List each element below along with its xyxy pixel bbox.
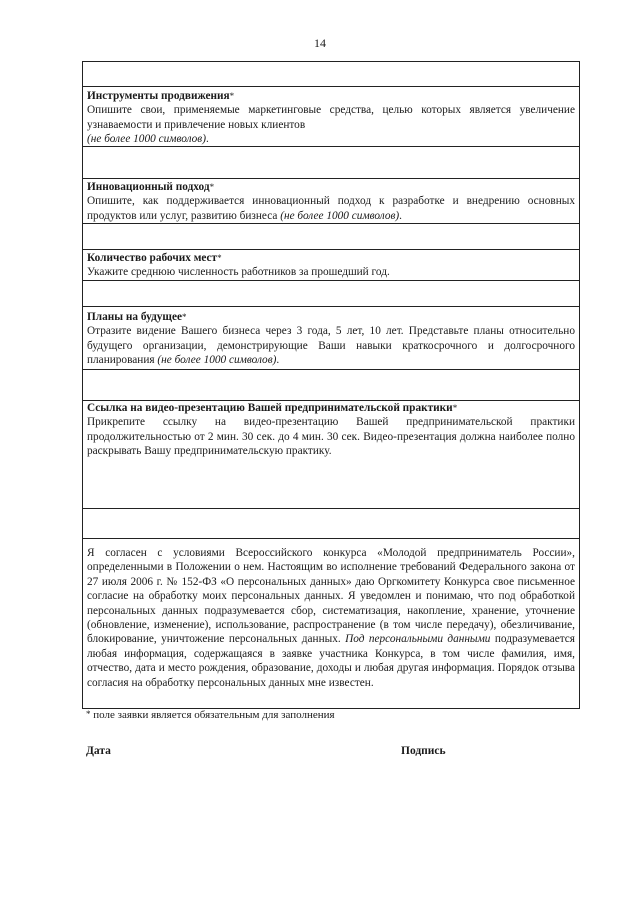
section-future-plans xyxy=(87,310,575,367)
answer-field-promotion-tools[interactable] xyxy=(83,147,579,178)
answer-field-video-link-space[interactable] xyxy=(83,458,579,508)
section-promotion-tools xyxy=(87,89,575,146)
answer-field-video-link[interactable] xyxy=(83,509,579,538)
date-label: Дата xyxy=(86,745,111,757)
row-divider xyxy=(83,86,579,87)
required-star: * xyxy=(452,403,458,413)
required-star: * xyxy=(229,91,235,101)
answer-field-jobs-count[interactable] xyxy=(83,281,579,306)
signature-label: Подпись xyxy=(401,745,446,757)
required-star: * xyxy=(209,182,215,192)
section-description: Прикрепите ссылку на видео-презентацию Вашей предпринимательской практики продолжительностью от 2 мин. 30 сек. до 4 мин. 30 сек. Видео-презентация должна наиболее полно раскрывать Вашу предпринимательскую практику. xyxy=(87,416,575,457)
section-description: Опишите, как поддерживается инновационный подход к разработке и внедрению основных продуктов или услуг, развитию бизнеса xyxy=(87,195,575,222)
section-video-link xyxy=(87,401,575,458)
section-description: Укажите среднюю численность работников за прошедший год. xyxy=(87,266,390,279)
row-divider xyxy=(83,538,579,539)
required-star: * xyxy=(217,253,222,263)
char-limit-note: (не более 1000 символов) xyxy=(157,353,277,366)
section-title: Ссылка на видео-презентацию Вашей предпринимательской практики xyxy=(87,402,453,414)
application-form-table xyxy=(82,61,580,709)
section-title: Инструменты продвижения xyxy=(87,90,230,102)
answer-field-innovation[interactable] xyxy=(83,224,579,249)
section-innovation xyxy=(87,180,575,223)
answer-field-previous[interactable] xyxy=(83,62,579,86)
section-title: Количество рабочих мест xyxy=(87,252,218,264)
char-limit-note: (не более 1000 символов) xyxy=(280,209,400,222)
row-divider xyxy=(83,306,579,307)
section-description: Отразите видение Вашего бизнеса через 3 года, 5 лет, 10 лет. Представьте планы относительно будущего организации, демонстрирующие Ваши навыки краткосрочного и долгосрочного планирования xyxy=(87,325,575,366)
consent-text: Я согласен с условиями Всероссийского конкурса «Молодой предприниматель России», определенными в Положении о нем. Настоящим во исполнение требований Федерального закона от 27 июля 2006 г. № 152-ФЗ «О персональных данных» даю Оргкомитету Конкурса свое письменное согласие на обработку моих персональных данных. Я уведомлен и понимаю, что под обработкой персональных данных подразумевается сбор, систематизация, накопление, хранение, уточнение (обновление, изменение), использование, распространение (в том числе передачу), обезличивание, блокирование, уничтожение персональных данных. xyxy=(87,547,575,646)
personal-data-consent xyxy=(87,546,575,690)
page-number: 14 xyxy=(314,36,326,50)
period: . xyxy=(399,209,402,222)
required-star: * xyxy=(182,312,187,322)
section-title: Инновационный подход xyxy=(87,181,210,193)
consent-text-rest: подразумевается любая информация, содержащаяся в заявке участника Конкурса, в том числе фамилия, имя, отчество, дата и место рождения, образование, доходы и любая другая информация. Порядок отзыва согласия на обработку персональных данных мне известен. xyxy=(87,633,576,689)
section-jobs-count xyxy=(87,251,575,280)
period: . xyxy=(276,353,280,366)
row-divider xyxy=(83,178,579,179)
required-fields-footnote xyxy=(86,709,335,721)
section-description: Опишите свои, применяемые маркетинговые средства, целью которых является увеличение узнаваемости и привлечение новых клиентов xyxy=(87,104,575,131)
section-title: Планы на будущее xyxy=(87,311,182,323)
consent-text-italic: Под персональными данными xyxy=(345,633,491,646)
period: . xyxy=(205,132,209,145)
char-limit-note: (не более 1000 символов) xyxy=(87,132,206,145)
footnote-text: поле заявки является обязательным для заполнения xyxy=(93,709,335,721)
required-star: * xyxy=(86,709,91,719)
row-divider xyxy=(83,249,579,250)
answer-field-future-plans[interactable] xyxy=(83,370,579,400)
